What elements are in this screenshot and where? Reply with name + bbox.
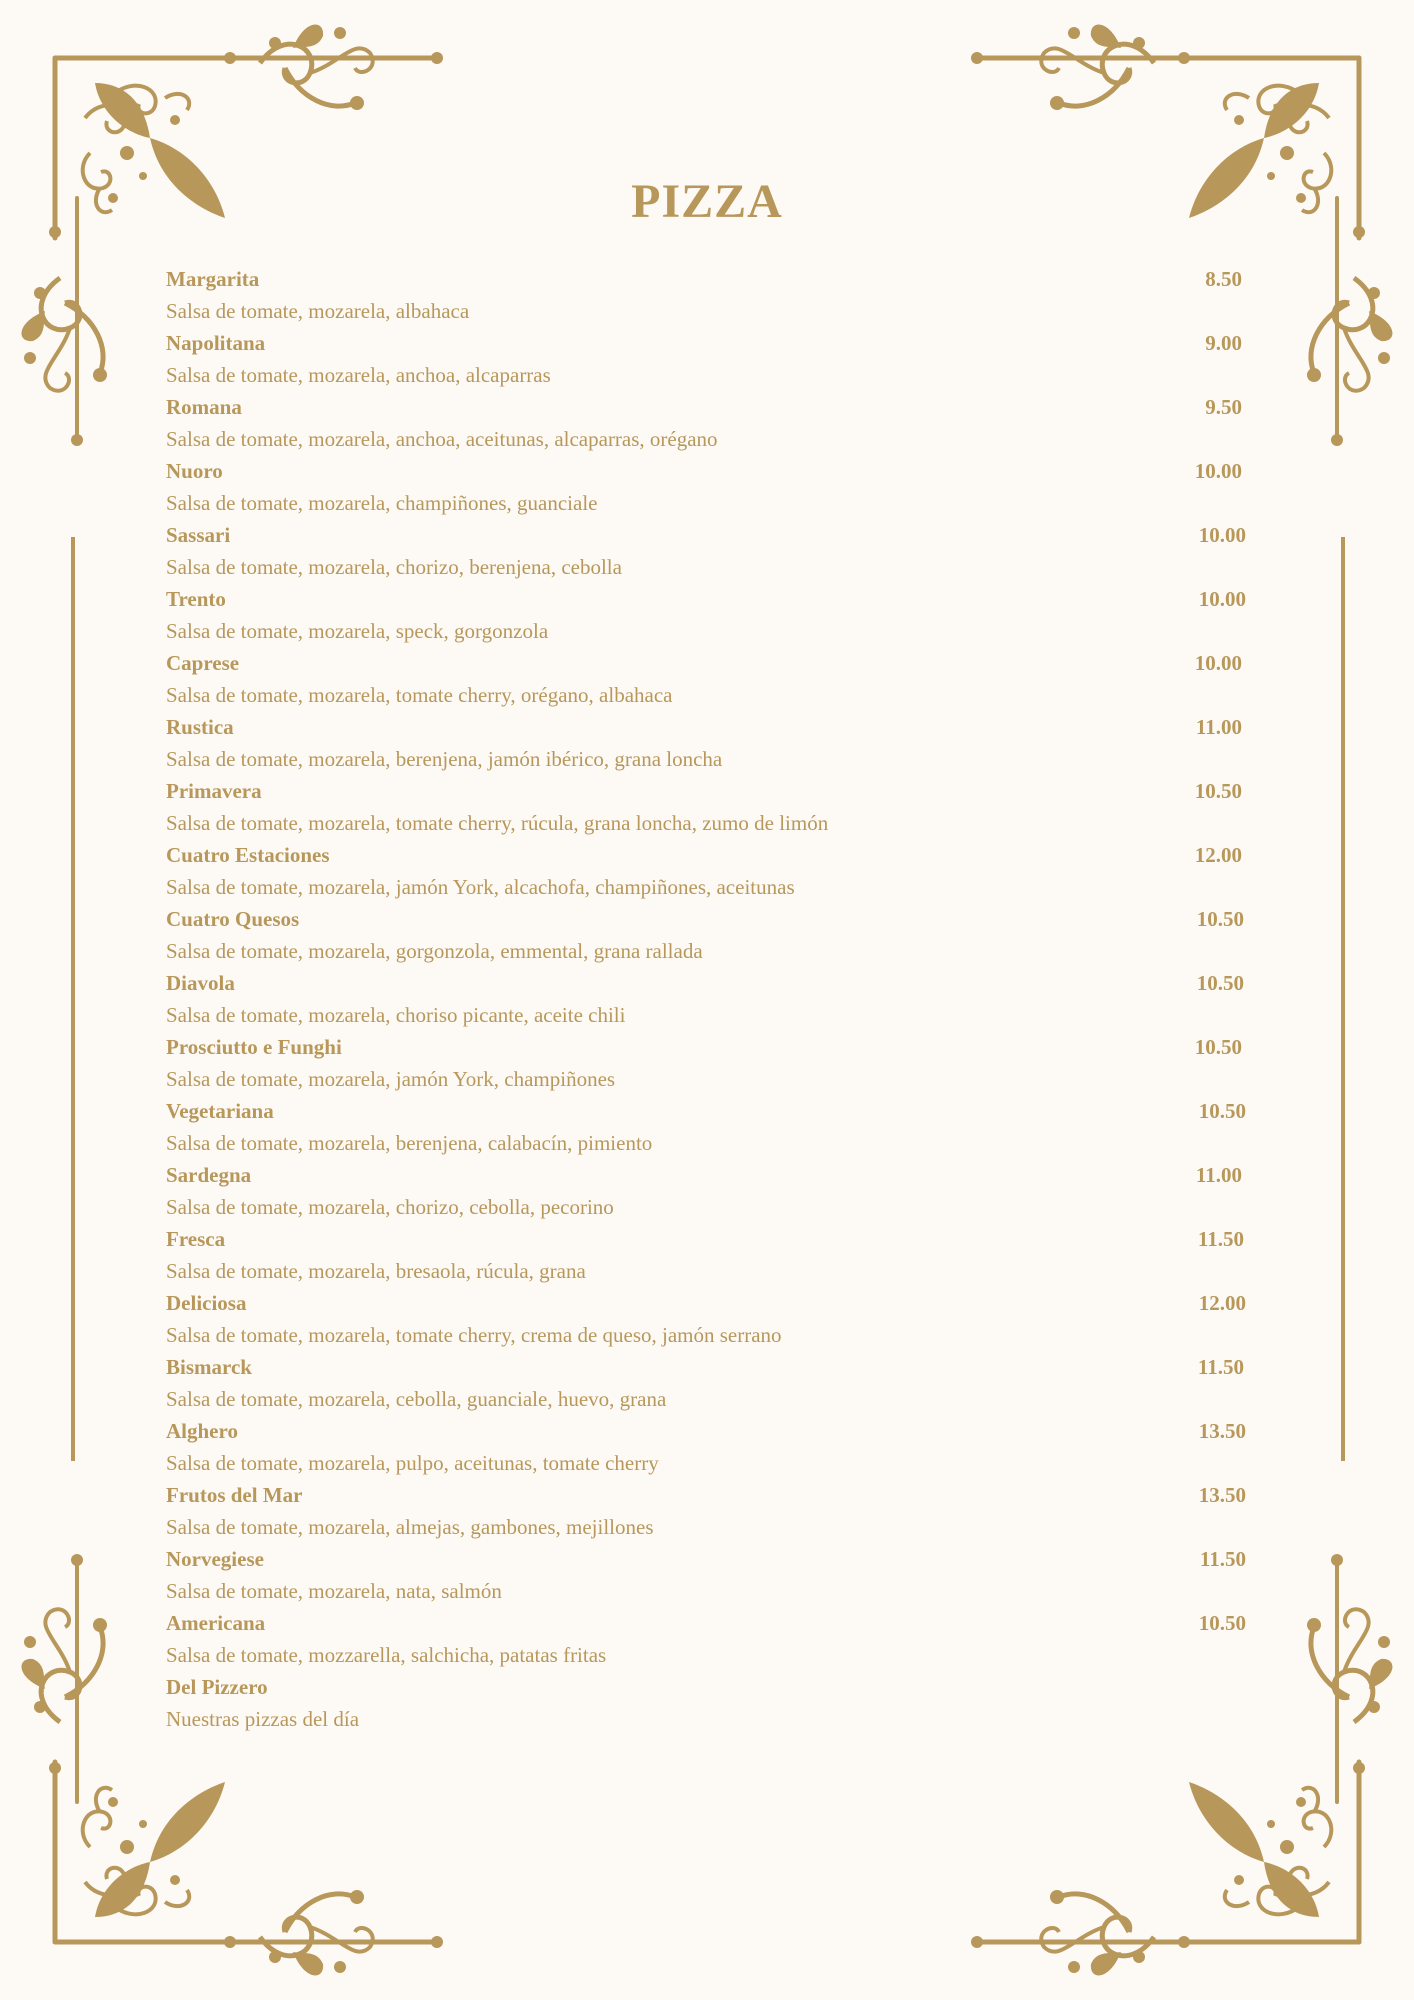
menu-item-description: Salsa de tomate, mozarela, gorgonzola, emmental, grana rallada: [166, 939, 703, 963]
menu-item: [166, 774, 1246, 838]
menu-item: [166, 902, 1246, 966]
menu-item-description: Salsa de tomate, mozarela, tomate cherry, crema de queso, jamón serrano: [166, 1323, 782, 1347]
menu-item-name: Vegetariana: [166, 1099, 274, 1123]
menu-item-price: 10.00: [1194, 459, 1242, 483]
menu-item-description: Salsa de tomate, mozarela, almejas, gambones, mejillones: [166, 1515, 654, 1539]
menu-item-name: Sardegna: [166, 1163, 252, 1187]
menu-item: [166, 1606, 1246, 1670]
right-border-line: [1341, 537, 1345, 1461]
menu-item-name: Nuoro: [166, 459, 223, 483]
menu-item-price: 11.50: [1197, 1355, 1244, 1379]
menu-item: [166, 326, 1246, 390]
menu-item-price: 10.50: [1198, 1099, 1246, 1123]
menu-item-description: Salsa de tomate, mozarela, nata, salmón: [166, 1579, 502, 1603]
menu-item-name: Frutos del Mar: [166, 1483, 303, 1507]
menu-item-description: Salsa de tomate, mozarela, jamón York, champiñones: [166, 1067, 616, 1091]
menu-item-name: Caprese: [166, 651, 240, 675]
menu-item-price: 13.50: [1198, 1483, 1246, 1507]
menu-item-price: 10.50: [1196, 971, 1244, 995]
menu-item-description: Salsa de tomate, mozzarella, salchicha, patatas fritas: [166, 1643, 607, 1667]
menu-item-name: Napolitana: [166, 331, 266, 355]
menu-item: [166, 582, 1246, 646]
menu-item-description: Salsa de tomate, mozarela, choriso picante, aceite chili: [166, 1003, 626, 1027]
menu-item-price: 12.00: [1198, 1291, 1246, 1315]
menu-title: PIZZA: [631, 175, 783, 228]
menu-item: [166, 646, 1246, 710]
menu-item-price: 8.50: [1205, 267, 1242, 291]
menu-item-description: Salsa de tomate, mozarela, chorizo, berenjena, cebolla: [166, 555, 622, 579]
menu-item-description: Salsa de tomate, mozarela, champiñones, guanciale: [166, 491, 598, 515]
left-border-line: [71, 537, 75, 1461]
menu-item-name: Cuatro Quesos: [166, 907, 300, 931]
menu-item-description: Salsa de tomate, mozarela, albahaca: [166, 299, 470, 323]
menu-item: [166, 966, 1246, 1030]
menu-item-price: 13.50: [1198, 1419, 1246, 1443]
menu-item-name: Alghero: [166, 1419, 238, 1443]
menu-item-price: 10.50: [1196, 907, 1244, 931]
menu-item-name: Diavola: [166, 971, 235, 995]
menu-item-price: 11.00: [1195, 715, 1242, 739]
menu-item-price: 9.50: [1205, 395, 1242, 419]
menu-item-description: Salsa de tomate, mozarela, berenjena, jamón ibérico, grana loncha: [166, 747, 723, 771]
menu-item-name: Sassari: [166, 523, 231, 547]
menu-item-description: Salsa de tomate, mozarela, berenjena, calabacín, pimiento: [166, 1131, 653, 1155]
menu-item-name: Margarita: [166, 267, 260, 291]
menu-item-name: Trento: [166, 587, 226, 611]
menu-item-description: Salsa de tomate, mozarela, pulpo, aceitunas, tomate cherry: [166, 1451, 659, 1475]
menu-item-name: Americana: [166, 1611, 266, 1635]
menu-item: [166, 710, 1246, 774]
menu-item: [166, 390, 1246, 454]
menu-item-name: Del Pizzero: [166, 1675, 268, 1699]
menu-item-price: 9.00: [1205, 331, 1242, 355]
menu-item: [166, 518, 1246, 582]
menu-item: [166, 1542, 1246, 1606]
menu-item-description: Nuestras pizzas del día: [166, 1707, 360, 1731]
menu-item: [166, 262, 1246, 326]
menu-item: [166, 1030, 1246, 1094]
menu-item-name: Bismarck: [166, 1355, 252, 1379]
menu-item-name: Norvegiese: [166, 1547, 264, 1571]
menu-item: [166, 454, 1246, 518]
menu-item: [166, 838, 1246, 902]
menu-item-price: 10.50: [1198, 1611, 1246, 1635]
menu-item: [166, 1286, 1246, 1350]
menu-item-price: 10.00: [1198, 523, 1246, 547]
menu-item: [166, 1350, 1246, 1414]
menu-item-description: Salsa de tomate, mozarela, tomate cherry, orégano, albahaca: [166, 683, 673, 707]
menu-item-description: Salsa de tomate, mozarela, chorizo, cebolla, pecorino: [166, 1195, 614, 1219]
menu-item: [166, 1094, 1246, 1158]
menu-item-description: Salsa de tomate, mozarela, cebolla, guanciale, huevo, grana: [166, 1387, 667, 1411]
menu-item-name: Fresca: [166, 1227, 226, 1251]
menu-item-price: 10.00: [1194, 651, 1242, 675]
menu-item-name: Deliciosa: [166, 1291, 247, 1315]
menu-item: [166, 1670, 1246, 1734]
menu-item-price: 11.50: [1197, 1227, 1244, 1251]
menu-item-price: 12.00: [1194, 843, 1242, 867]
menu-item: [166, 1222, 1246, 1286]
menu-item-name: Romana: [166, 395, 242, 419]
menu-item-price: 10.50: [1194, 1035, 1242, 1059]
menu-item-description: Salsa de tomate, mozarela, bresaola, rúcula, grana: [166, 1259, 586, 1283]
menu-item-description: Salsa de tomate, mozarela, jamón York, alcachofa, champiñones, aceitunas: [166, 875, 795, 899]
menu-item-name: Rustica: [166, 715, 234, 739]
menu-item-price: 11.00: [1195, 1163, 1242, 1187]
menu-item-name: Primavera: [166, 779, 262, 803]
menu-item-description: Salsa de tomate, mozarela, anchoa, alcaparras: [166, 363, 551, 387]
menu-item: [166, 1158, 1246, 1222]
menu-item-name: Cuatro Estaciones: [166, 843, 330, 867]
menu-item-price: 10.50: [1194, 779, 1242, 803]
menu-item-price: 10.00: [1198, 587, 1246, 611]
menu-list: [166, 262, 1246, 1734]
menu-item-description: Salsa de tomate, mozarela, tomate cherry, rúcula, grana loncha, zumo de limón: [166, 811, 829, 835]
menu-item: [166, 1478, 1246, 1542]
menu-item-price: 11.50: [1199, 1547, 1246, 1571]
menu-item-description: Salsa de tomate, mozarela, speck, gorgonzola: [166, 619, 549, 643]
menu-item: [166, 1414, 1246, 1478]
menu-item-name: Prosciutto e Funghi: [166, 1035, 342, 1059]
menu-item-description: Salsa de tomate, mozarela, anchoa, aceitunas, alcaparras, orégano: [166, 427, 718, 451]
